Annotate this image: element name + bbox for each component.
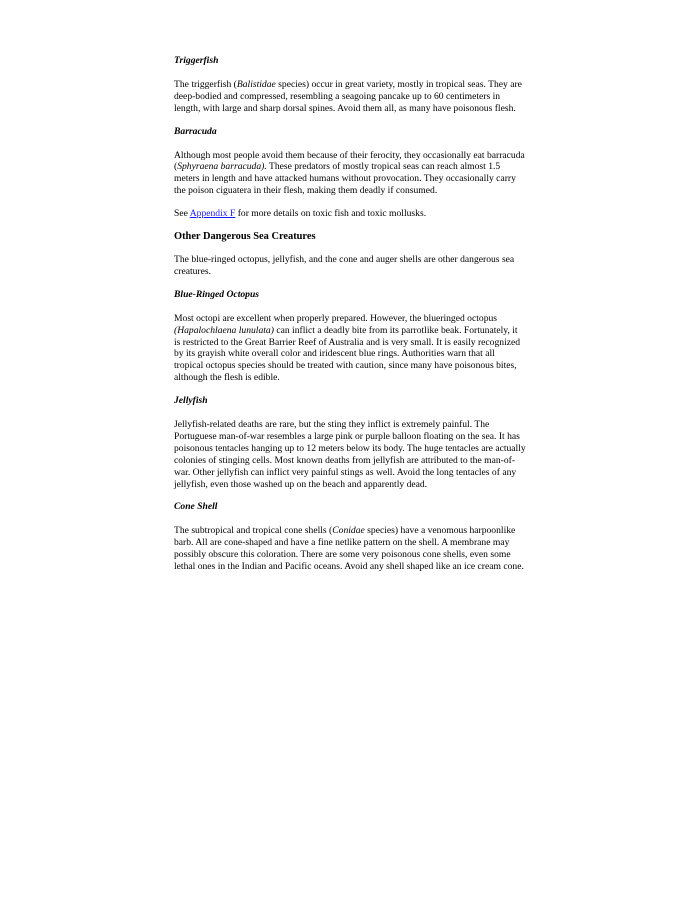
jellyfish-heading: Jellyfish [174, 395, 208, 407]
text-run: species) occur in great variety, mostly in tropical seas. They are deep-bodied and compressed, resembling a seagoing pancake up to 60 centimeters in length, with large and sharp dorsal spines. Avoid them all, as many have poisonous flesh. [174, 78, 522, 114]
text-run: Most octopi are excellent when properly prepared. However, the blueringed octopus [174, 312, 498, 324]
text-run: The triggerfish ( [174, 78, 237, 90]
scientific-name: (Hapalochlaena lunulata) [174, 324, 274, 336]
jellyfish-paragraph: Jellyfish-related deaths are rare, but the sting they inflict is extremely painful. The Portuguese man-of-war resembles a large pink or purple balloon floating on the sea. It has poisonous tentacles hanging up to 12 meters below its body. The huge tentacles are actually colonies of stinging cells. Most known deaths from jellyfish are attributed to the man-of-war. Other jellyfish can inflict very painful stings as well. Avoid the long tentacles of any jellyfish, even those washed up on the beach and apparently dead. [174, 419, 526, 490]
document-page [174, 55, 526, 584]
dangerous-creatures-intro: The blue-ringed octopus, jellyfish, and the cone and auger shells are other dangerous sea creatures. [174, 253, 515, 277]
barracuda-heading: Barracuda [174, 125, 217, 137]
text-run: The subtropical and tropical cone shells ( [174, 525, 333, 537]
appendix-f-link[interactable]: Appendix F [189, 208, 236, 220]
barracuda-paragraph [174, 150, 526, 198]
octopus-paragraph [174, 313, 526, 384]
text-run: for more details on toxic fish and toxic mollusks. [235, 208, 427, 220]
cone-shell-heading: Cone Shell [174, 501, 218, 513]
text-run: These predators of mostly tropical seas can reach almost 1.5 meters in length and have attacked humans without provocation. They occasionally carry the poison ciguatera in their flesh, making them deadly if consumed. [174, 161, 516, 197]
octopus-heading: Blue-Ringed Octopus [174, 288, 260, 300]
cone-shell-paragraph [174, 525, 526, 573]
text-run: See [174, 208, 190, 220]
scientific-name: Conidae [332, 525, 365, 537]
triggerfish-paragraph [174, 79, 526, 115]
triggerfish-heading: Triggerfish [174, 55, 219, 66]
scientific-name: Balistidae [236, 78, 276, 90]
text-run: Although most people avoid them because of their ferocity, they occasionally eat barracuda ( [174, 149, 525, 173]
scientific-name: Sphyraena barracuda). [177, 161, 267, 173]
see-appendix-paragraph [174, 208, 526, 220]
text-run: can inflict a deadly bite from its parrotlike beak. Fortunately, it is restricted to the Great Barrier Reef of Australia and is very small. It is easily recognized by its grayish white overall color and iridescent blue rings. Authorities warn that all tropical octopus species should be treated with caution, since many have poisonous bites, although the flesh is edible. [174, 324, 521, 384]
text-run: species) have a venomous harpoonlike barb. All are cone-shaped and have a fine netlike pattern on the shell. A membrane may possibly obscure this coloration. There are some very poisonous cone shells, even some lethal ones in the Indian and Pacific oceans. Avoid any shell shaped like an ice cream cone. [174, 525, 524, 573]
dangerous-creatures-heading: Other Dangerous Sea Creatures [174, 231, 316, 243]
